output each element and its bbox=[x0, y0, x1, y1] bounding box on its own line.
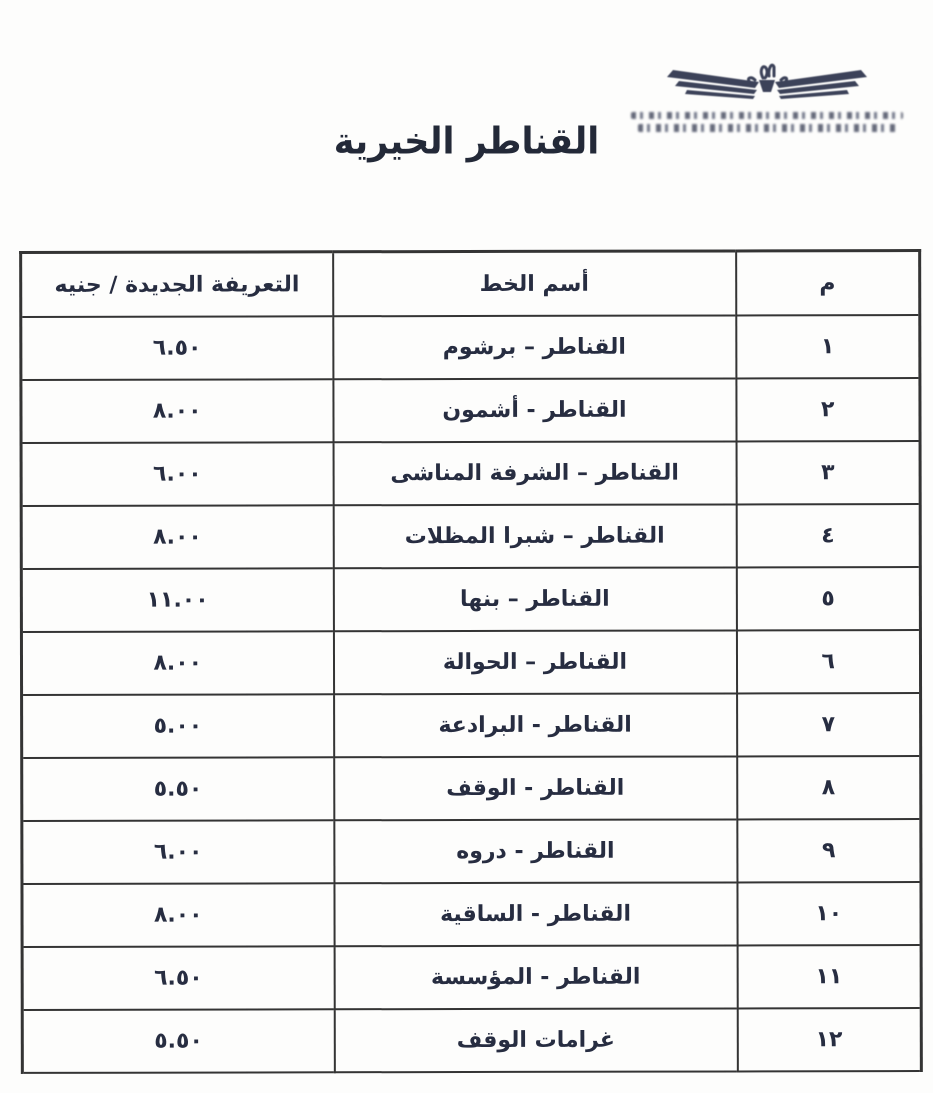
table-row bbox=[22, 819, 921, 884]
table-row bbox=[21, 441, 920, 506]
row-index-cell: ٨ bbox=[737, 756, 921, 819]
tariff-value-cell: ٥.٥٠ bbox=[22, 757, 334, 821]
row-index-cell: ٩ bbox=[737, 819, 921, 882]
column-header-index: م bbox=[736, 251, 920, 316]
tariff-value-cell: ٨.٠٠ bbox=[21, 505, 333, 569]
table-row bbox=[21, 315, 920, 380]
tariff-value-cell: ١١.٠٠ bbox=[21, 568, 333, 632]
row-index-cell: ١١ bbox=[737, 945, 921, 1008]
tariff-value-cell: ٥.٥٠ bbox=[22, 1009, 334, 1073]
line-name-cell: القناطر - المؤسسة bbox=[334, 945, 737, 1009]
row-index-cell: ٥ bbox=[736, 567, 920, 630]
row-index-cell: ٦ bbox=[736, 630, 920, 693]
column-header-line-name: أسم الخط bbox=[333, 251, 736, 316]
row-index-cell: ١٠ bbox=[737, 882, 921, 945]
tariff-table bbox=[19, 249, 923, 1074]
line-name-cell: القناطر - أشمون bbox=[333, 378, 736, 442]
tariff-value-cell: ٨.٠٠ bbox=[22, 883, 334, 947]
tariff-value-cell: ٦.٥٠ bbox=[22, 946, 334, 1010]
table-row bbox=[21, 378, 920, 443]
tariff-value-cell: ٨.٠٠ bbox=[21, 631, 333, 695]
table-header-row bbox=[21, 251, 920, 317]
row-index-cell: ١٢ bbox=[737, 1008, 921, 1071]
table-row bbox=[21, 567, 920, 632]
column-header-tariff: التعريفة الجديدة / جنيه bbox=[21, 252, 333, 317]
winged-railway-emblem-icon bbox=[659, 60, 875, 108]
row-index-cell: ١ bbox=[736, 315, 920, 378]
line-name-cell: غرامات الوقف bbox=[334, 1008, 737, 1072]
line-name-cell: القناطر – الحوالة bbox=[333, 630, 736, 694]
line-name-cell: القناطر - الساقية bbox=[334, 882, 737, 946]
tariff-value-cell: ٥.٠٠ bbox=[22, 694, 334, 758]
line-name-cell: القناطر – شبرا المظلات bbox=[333, 504, 736, 568]
row-index-cell: ٣ bbox=[736, 441, 920, 504]
line-name-cell: القناطر – الشرفة المناشى bbox=[333, 441, 736, 505]
row-index-cell: ٤ bbox=[736, 504, 920, 567]
row-index-cell: ٢ bbox=[736, 378, 920, 441]
line-name-cell: القناطر - الوقف bbox=[334, 756, 737, 820]
table-row bbox=[22, 945, 921, 1010]
tariff-value-cell: ٨.٠٠ bbox=[21, 379, 333, 443]
row-index-cell: ٧ bbox=[737, 693, 921, 756]
tariff-value-cell: ٦.٥٠ bbox=[21, 316, 333, 380]
line-name-cell: القناطر - دروه bbox=[334, 819, 737, 883]
line-name-cell: القناطر – برشوم bbox=[333, 315, 736, 379]
line-name-cell: القناطر – بنها bbox=[333, 567, 736, 631]
table-row bbox=[21, 630, 920, 695]
table-row bbox=[22, 756, 921, 821]
logo-caption-illegible-line bbox=[631, 112, 903, 119]
page-title: القناطر الخيرية bbox=[333, 121, 600, 163]
table-row bbox=[22, 693, 921, 758]
tariff-value-cell: ٦.٠٠ bbox=[22, 820, 334, 884]
table-row bbox=[22, 882, 921, 947]
line-name-cell: القناطر - البرادعة bbox=[334, 693, 737, 757]
table-row bbox=[21, 504, 920, 569]
table-body bbox=[21, 315, 922, 1073]
table-row bbox=[22, 1008, 921, 1073]
tariff-value-cell: ٦.٠٠ bbox=[21, 442, 333, 506]
